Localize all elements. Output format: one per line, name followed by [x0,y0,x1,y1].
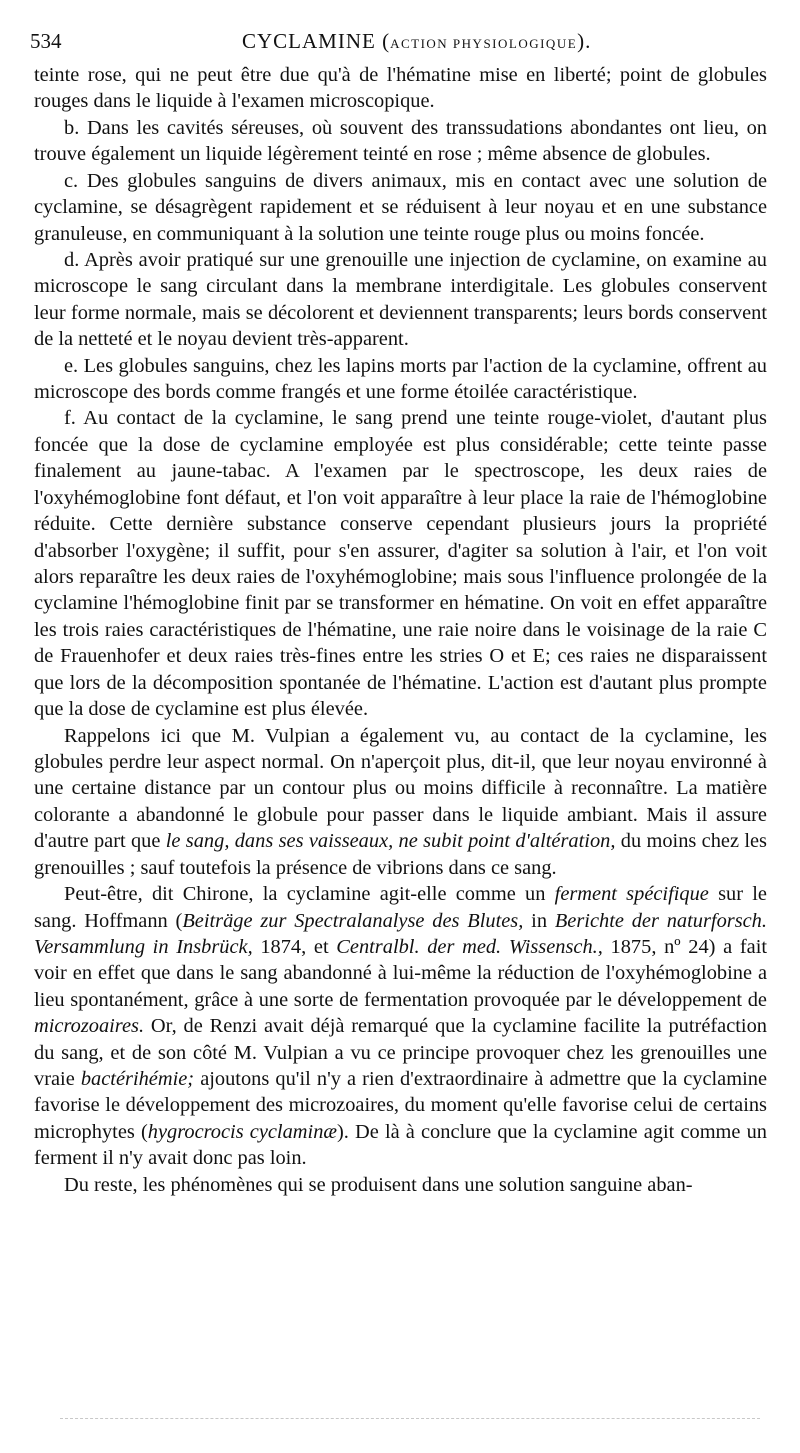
text-run: ajoutons qu'il n'y a rien d'extraordinaire à admettre que la cyclamine favorise le développement des microzoaires, du moment qu'elle favorise celui de certains microphytes ( [34,1068,767,1143]
italic-run: ferment spécifique [554,883,709,906]
citation-journal: Centralbl. der med. Wissensch., [336,935,603,958]
text-run: sur le sang. Hoffmann ( [34,883,767,932]
bottom-rule [60,1418,760,1419]
text-run: in [523,909,555,932]
paragraph-d: d. Après avoir pratiqué sur une grenouille une injection de cyclamine, on examine au microscope le sang circulant dans la membrane interdigitale. Les globules conservent leur forme normale, mais se décolorent et deviennent transparents; leurs bords conservent de la netteté et le noyau devient très-apparent. [34,248,767,351]
running-title-main: CYCLAMINE ( [242,29,391,53]
citation-journal: Berichte der naturforsch. Versammlung in Insbrück, [34,909,767,958]
text-run: Rappelons ici que M. Vulpian a également vu, au contact de la cyclamine, les globules perdre leur aspect normal. On n'aperçoit plus, dit-il, que leur noyau environné à une certaine distance par un contour plus ou moins difficile à reconnaître. La matière colorante a abandonné le globule pour passer dans le liquide ambiant. Mais il assure d'autre part que [34,724,767,853]
text-run: du moins chez les grenouilles ; sauf toutefois la présence de vibrions dans ce sang. [34,830,767,879]
running-title-end: ). [577,29,592,53]
italic-run: hygrocrocis cyclaminæ [147,1120,337,1143]
paragraph-continuation: teinte rose, qui ne peut être due qu'à de l'hématine mise en liberté; point de globules rouges dans le liquide à l'examen microscopique. [34,64,767,113]
paragraph-vulpian [34,723,767,882]
italic-run: le sang, dans ses vaisseaux, ne subit point d'altération, [165,830,616,853]
text-run: 1875, nº 24) a fait voir en effet que dans le sang abandonné à lui-même la réduction de l'oxyhémoglobine a lieu spontanément, grâce à une sorte de fermentation provoquée par le développement de [34,935,768,1011]
paragraph-c: c. Des globules sanguins de divers animaux, mis en contact avec une solution de cyclamine, se désagrègent rapidement et se réduisent à leur noyau et en une substance granuleuse, en communiquant à la solution une teinte rouge plus ou moins foncée. [34,169,767,245]
italic-run: bactérihémie; [80,1068,195,1091]
paragraph-chirone [34,881,767,1172]
text-run: Peut-être, dit Chirone, la cyclamine agit-elle comme un [64,883,555,906]
running-title-subtitle: ACTION PHYSIOLOGIQUE [390,36,578,51]
body-text [34,62,767,1198]
page-number: 534 [30,29,62,53]
text-run: ). De là à conclure que la cyclamine agit comme un ferment il n'y avait donc pas loin. [34,1120,768,1170]
citation-title: Beiträge zur Spectralanalyse des Blutes, [182,909,524,932]
paragraph-b: b. Dans les cavités séreuses, où souvent des transsudations abondantes ont lieu, on trouve également un liquide légèrement teinté en rose ; même absence de globules. [34,116,767,166]
paragraph-e: e. Les globules sanguins, chez les lapins morts par l'action de la cyclamine, offrent au microscope des bords comme frangés et une forme étoilée caractéristique. [34,354,767,404]
text-run: Or, de Renzi avait déjà remarqué que la cyclamine facilite la putréfaction du sang, et de son côté M. Vulpian a vu ce principe provoquer chez les grenouilles une vraie [34,1015,767,1091]
italic-run: microzoaires. [34,1015,145,1038]
running-head [30,26,770,56]
paragraph-final: Du reste, les phénomènes qui se produisent dans une solution sanguine aban- [64,1173,693,1196]
running-title [242,26,591,59]
text-run: 1874, et [252,935,337,958]
paragraph-f: f. Au contact de la cyclamine, le sang prend une teinte rouge-violet, d'autant plus foncée que la dose de cyclamine employée est plus considérable; cette teinte passe finalement au jaune-tabac. A l'examen par le spectroscope, les deux raies de l'oxyhémoglobine font défaut, et l'on voit apparaître à leur place la raie de l'hémoglobine réduite. Cette dernière substance conserve cependant plusieurs jours la propriété d'absorber l'oxygène; il suffit, pour s'en assurer, d'agiter sa solution à l'air, et l'on voit alors reparaître les deux raies de l'oxyhémoglobine; mais sous l'influence prolongée de la cyclamine l'hémoglobine finit par se transformer en hématine. On voit en effet apparaître les trois raies caractéristiques de l'hématine, une raie noire dans le voisinage de la raie C de Frauenhofer et deux raies très-fines entre les stries O et E; ces raies ne disparaissent que lors de la décomposition spontanée de l'hématine. L'action est d'autant plus prompte que la dose de cyclamine est plus élevée. [34,407,767,721]
